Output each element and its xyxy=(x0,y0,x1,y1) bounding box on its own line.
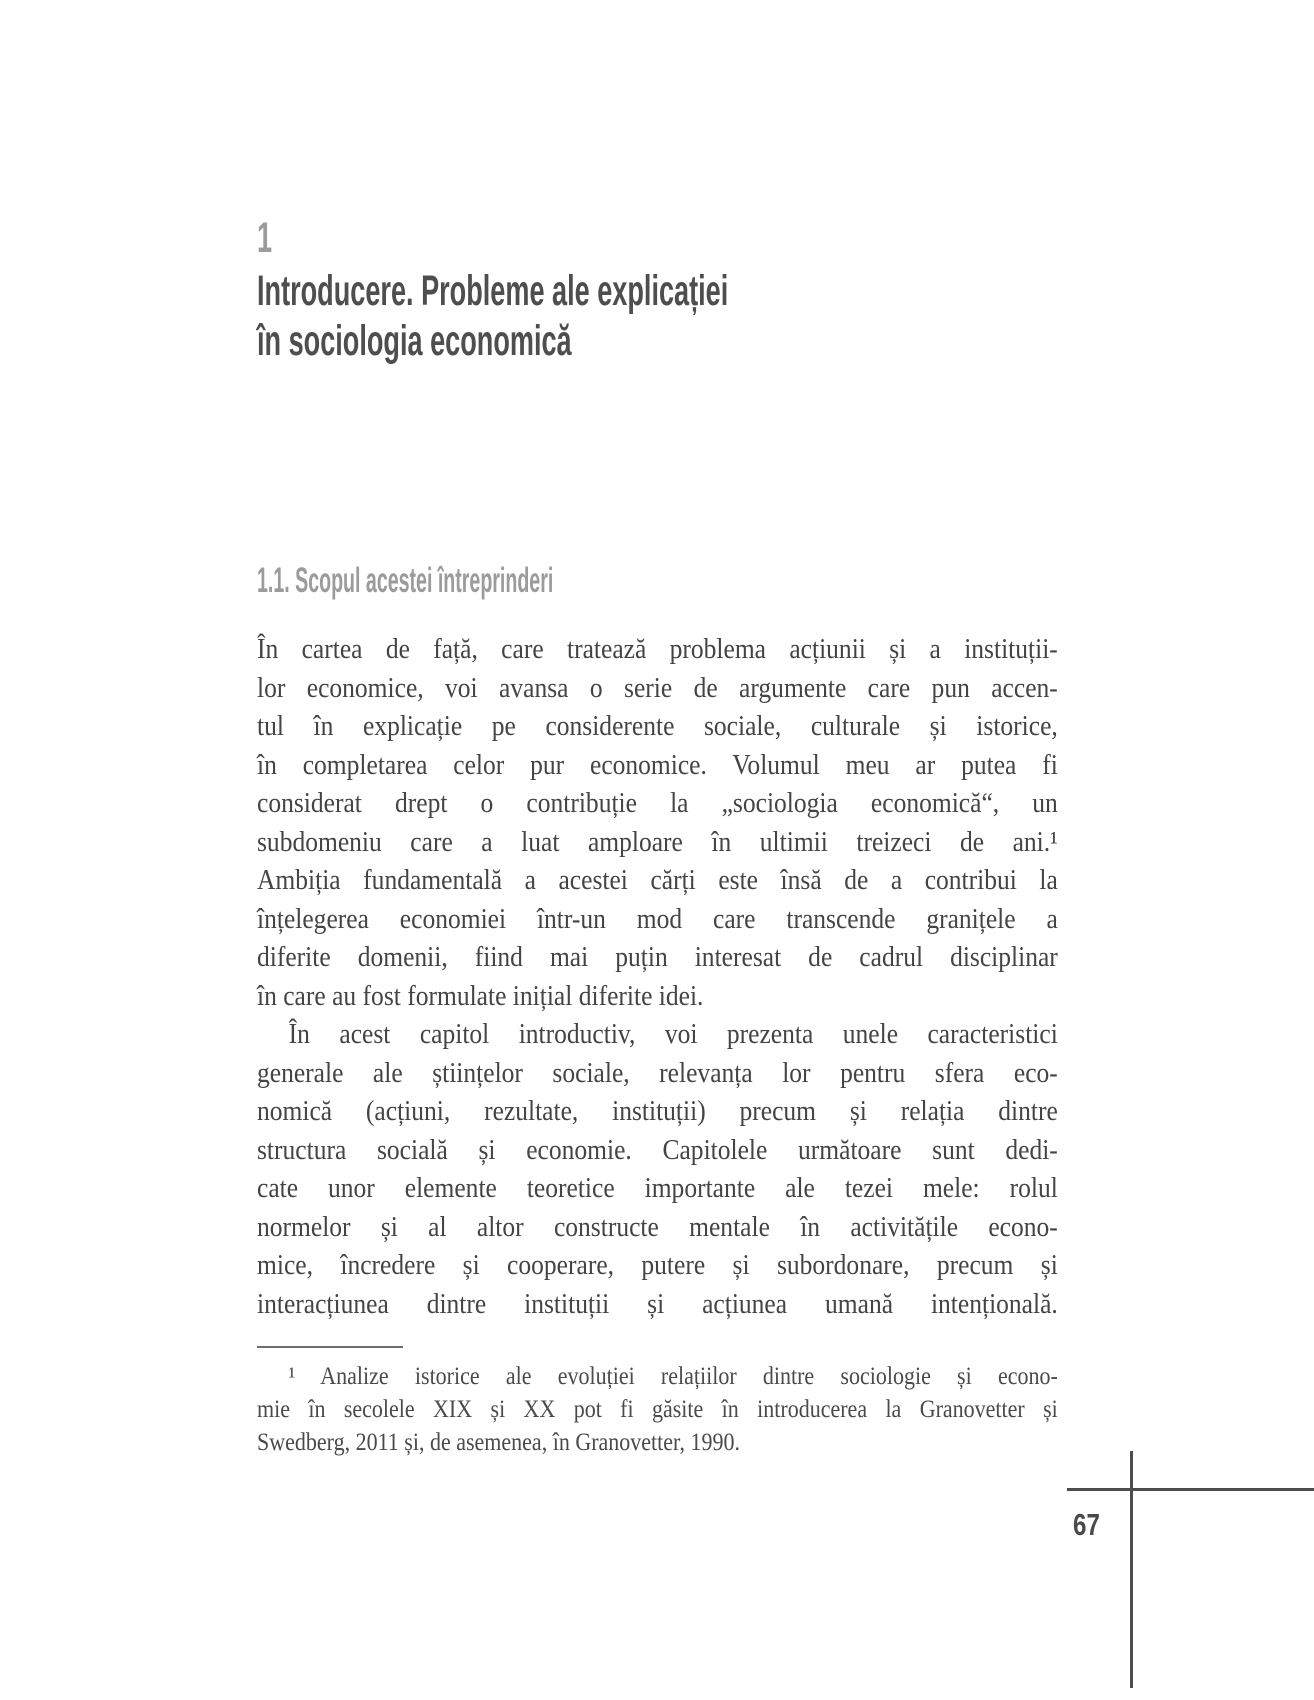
page-number: 67 xyxy=(1073,1507,1100,1542)
corner-rule-vertical xyxy=(1130,1451,1133,1688)
body-text-line: nomică (acțiuni, rezultate, instituții) precum și relația dintre xyxy=(257,1095,1058,1127)
body-text xyxy=(257,630,1058,1323)
chapter-title-line: Introducere. Probleme ale explicației xyxy=(257,267,729,315)
body-text-line: Ambiția fundamentală a acestei cărți este însă de a contribui la xyxy=(257,864,1058,896)
body-text-line: mice, încredere și cooperare, putere și subordonare, precum și xyxy=(257,1249,1058,1281)
chapter-title xyxy=(257,266,728,366)
body-text-line: În acest capitol introductiv, voi prezenta unele caracteristici xyxy=(288,1018,1058,1050)
footnote-line: ¹ Analize istorice ale evoluției relațiilor dintre sociologie și econo- xyxy=(288,1363,1058,1390)
body-text-line: înțelegerea economiei într-un mod care transcende granițele a xyxy=(257,902,1058,935)
corner-rule-horizontal xyxy=(1067,1488,1314,1491)
footnote-separator-rule xyxy=(257,1346,403,1348)
body-text-line: cate unor elemente teoretice importante ale tezei mele: rolul xyxy=(257,1172,1058,1204)
footnote-line: mie în secolele XIX și XX pot fi găsite în introducerea la Granovetter și xyxy=(257,1396,1058,1423)
body-text-line: interacțiunea dintre instituții și acțiunea umană intențională. xyxy=(257,1287,1058,1320)
body-text-line: în completarea celor pur economice. Volumul meu ar putea fi xyxy=(257,748,1058,781)
section-heading: 1.1. Scopul acestei întreprinderi xyxy=(257,561,554,600)
body-text-line: în care au fost formulate inițial diferite idei. xyxy=(257,979,704,1012)
body-text-line: structura socială și economie. Capitolele următoare sunt dedi- xyxy=(257,1133,1058,1166)
body-text-line: normelor și al altor constructe mentale în activitățile econo- xyxy=(257,1210,1058,1243)
footnote-line: Swedberg, 2011 și, de asemenea, în Granovetter, 1990. xyxy=(257,1429,740,1456)
body-text-line: subdomeniu care a luat amploare în ultimii treizeci de ani.¹ xyxy=(257,825,1058,858)
chapter-number: 1 xyxy=(257,214,273,262)
body-text-line: În cartea de față, care tratează problema acțiunii și a instituții- xyxy=(257,633,1058,665)
footnote xyxy=(257,1360,1058,1459)
body-text-line: lor economice, voi avansa o serie de argumente care pun accen- xyxy=(257,671,1058,704)
body-text-line: diferite domenii, fiind mai puțin interesat de cadrul disciplinar xyxy=(257,941,1058,973)
body-text-line: generale ale științelor sociale, relevanța lor pentru sfera eco- xyxy=(257,1056,1058,1089)
chapter-title-line: în sociologia economică xyxy=(257,317,572,365)
body-text-line: considerat drept o contribuție la „sociologia economică“, un xyxy=(257,787,1058,819)
body-text-line: tul în explicație pe considerente sociale, culturale și istorice, xyxy=(257,710,1058,742)
